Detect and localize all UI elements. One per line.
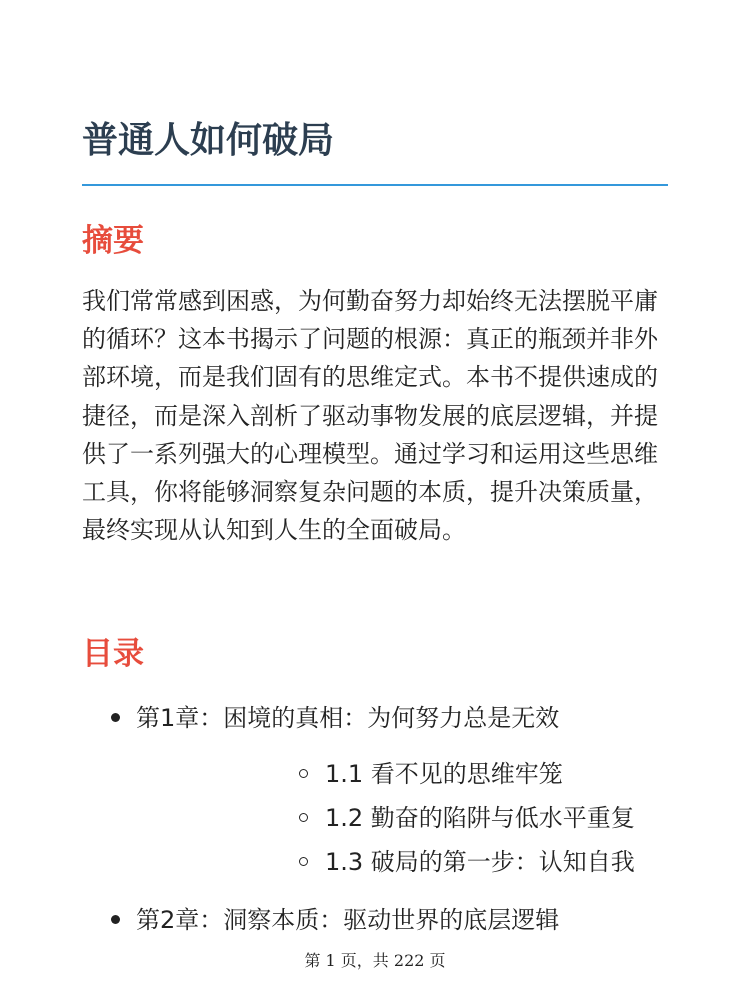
bullet-icon xyxy=(111,713,120,722)
toc-chapter-2[interactable] xyxy=(0,900,750,940)
title-divider xyxy=(82,184,668,186)
toc-chapter-label: 第1章：困境的真相：为何努力总是无效 xyxy=(136,704,560,732)
toc-section-label: 1.3 破局的第一步：认知自我 xyxy=(325,848,635,876)
toc-sublist xyxy=(136,752,750,884)
bullet-icon xyxy=(111,915,120,924)
circle-bullet-icon xyxy=(299,857,308,866)
toc-section-label: 1.1 看不见的思维牢笼 xyxy=(325,760,563,788)
toc-list xyxy=(0,698,750,884)
toc-section-1-2[interactable] xyxy=(136,796,750,840)
toc-list-continued xyxy=(0,900,750,940)
toc-chapter-1[interactable] xyxy=(0,698,750,884)
abstract-paragraph: 我们常常感到困惑，为何勤奋努力却始终无法摆脱平庸的循环？这本书揭示了问题的根源：真正的瓶颈并非外部环境，而是我们固有的思维定式。本书不提供速成的捷径，而是深入剖析了驱动事物发展的底层逻辑，并提供了一系列强大的心理模型。通过学习和运用这些思维工具，你将能够洞察复杂问题的本质，提升决策质量，最终实现从认知到人生的全面破局。 xyxy=(82,287,658,545)
toc-heading: 目录 xyxy=(82,636,144,672)
toc-section-1-1[interactable] xyxy=(136,752,750,796)
circle-bullet-icon xyxy=(299,813,308,822)
toc-chapter-label: 第2章：洞察本质：驱动世界的底层逻辑 xyxy=(136,906,560,934)
circle-bullet-icon xyxy=(299,769,308,778)
document-title: 普通人如何破局 xyxy=(82,120,335,161)
page-number: 第 1 页，共 222 页 xyxy=(304,951,446,970)
toc-section-1-3[interactable] xyxy=(136,840,750,884)
abstract-heading: 摘要 xyxy=(82,223,144,259)
toc-section-label: 1.2 勤奋的陷阱与低水平重复 xyxy=(325,804,635,832)
